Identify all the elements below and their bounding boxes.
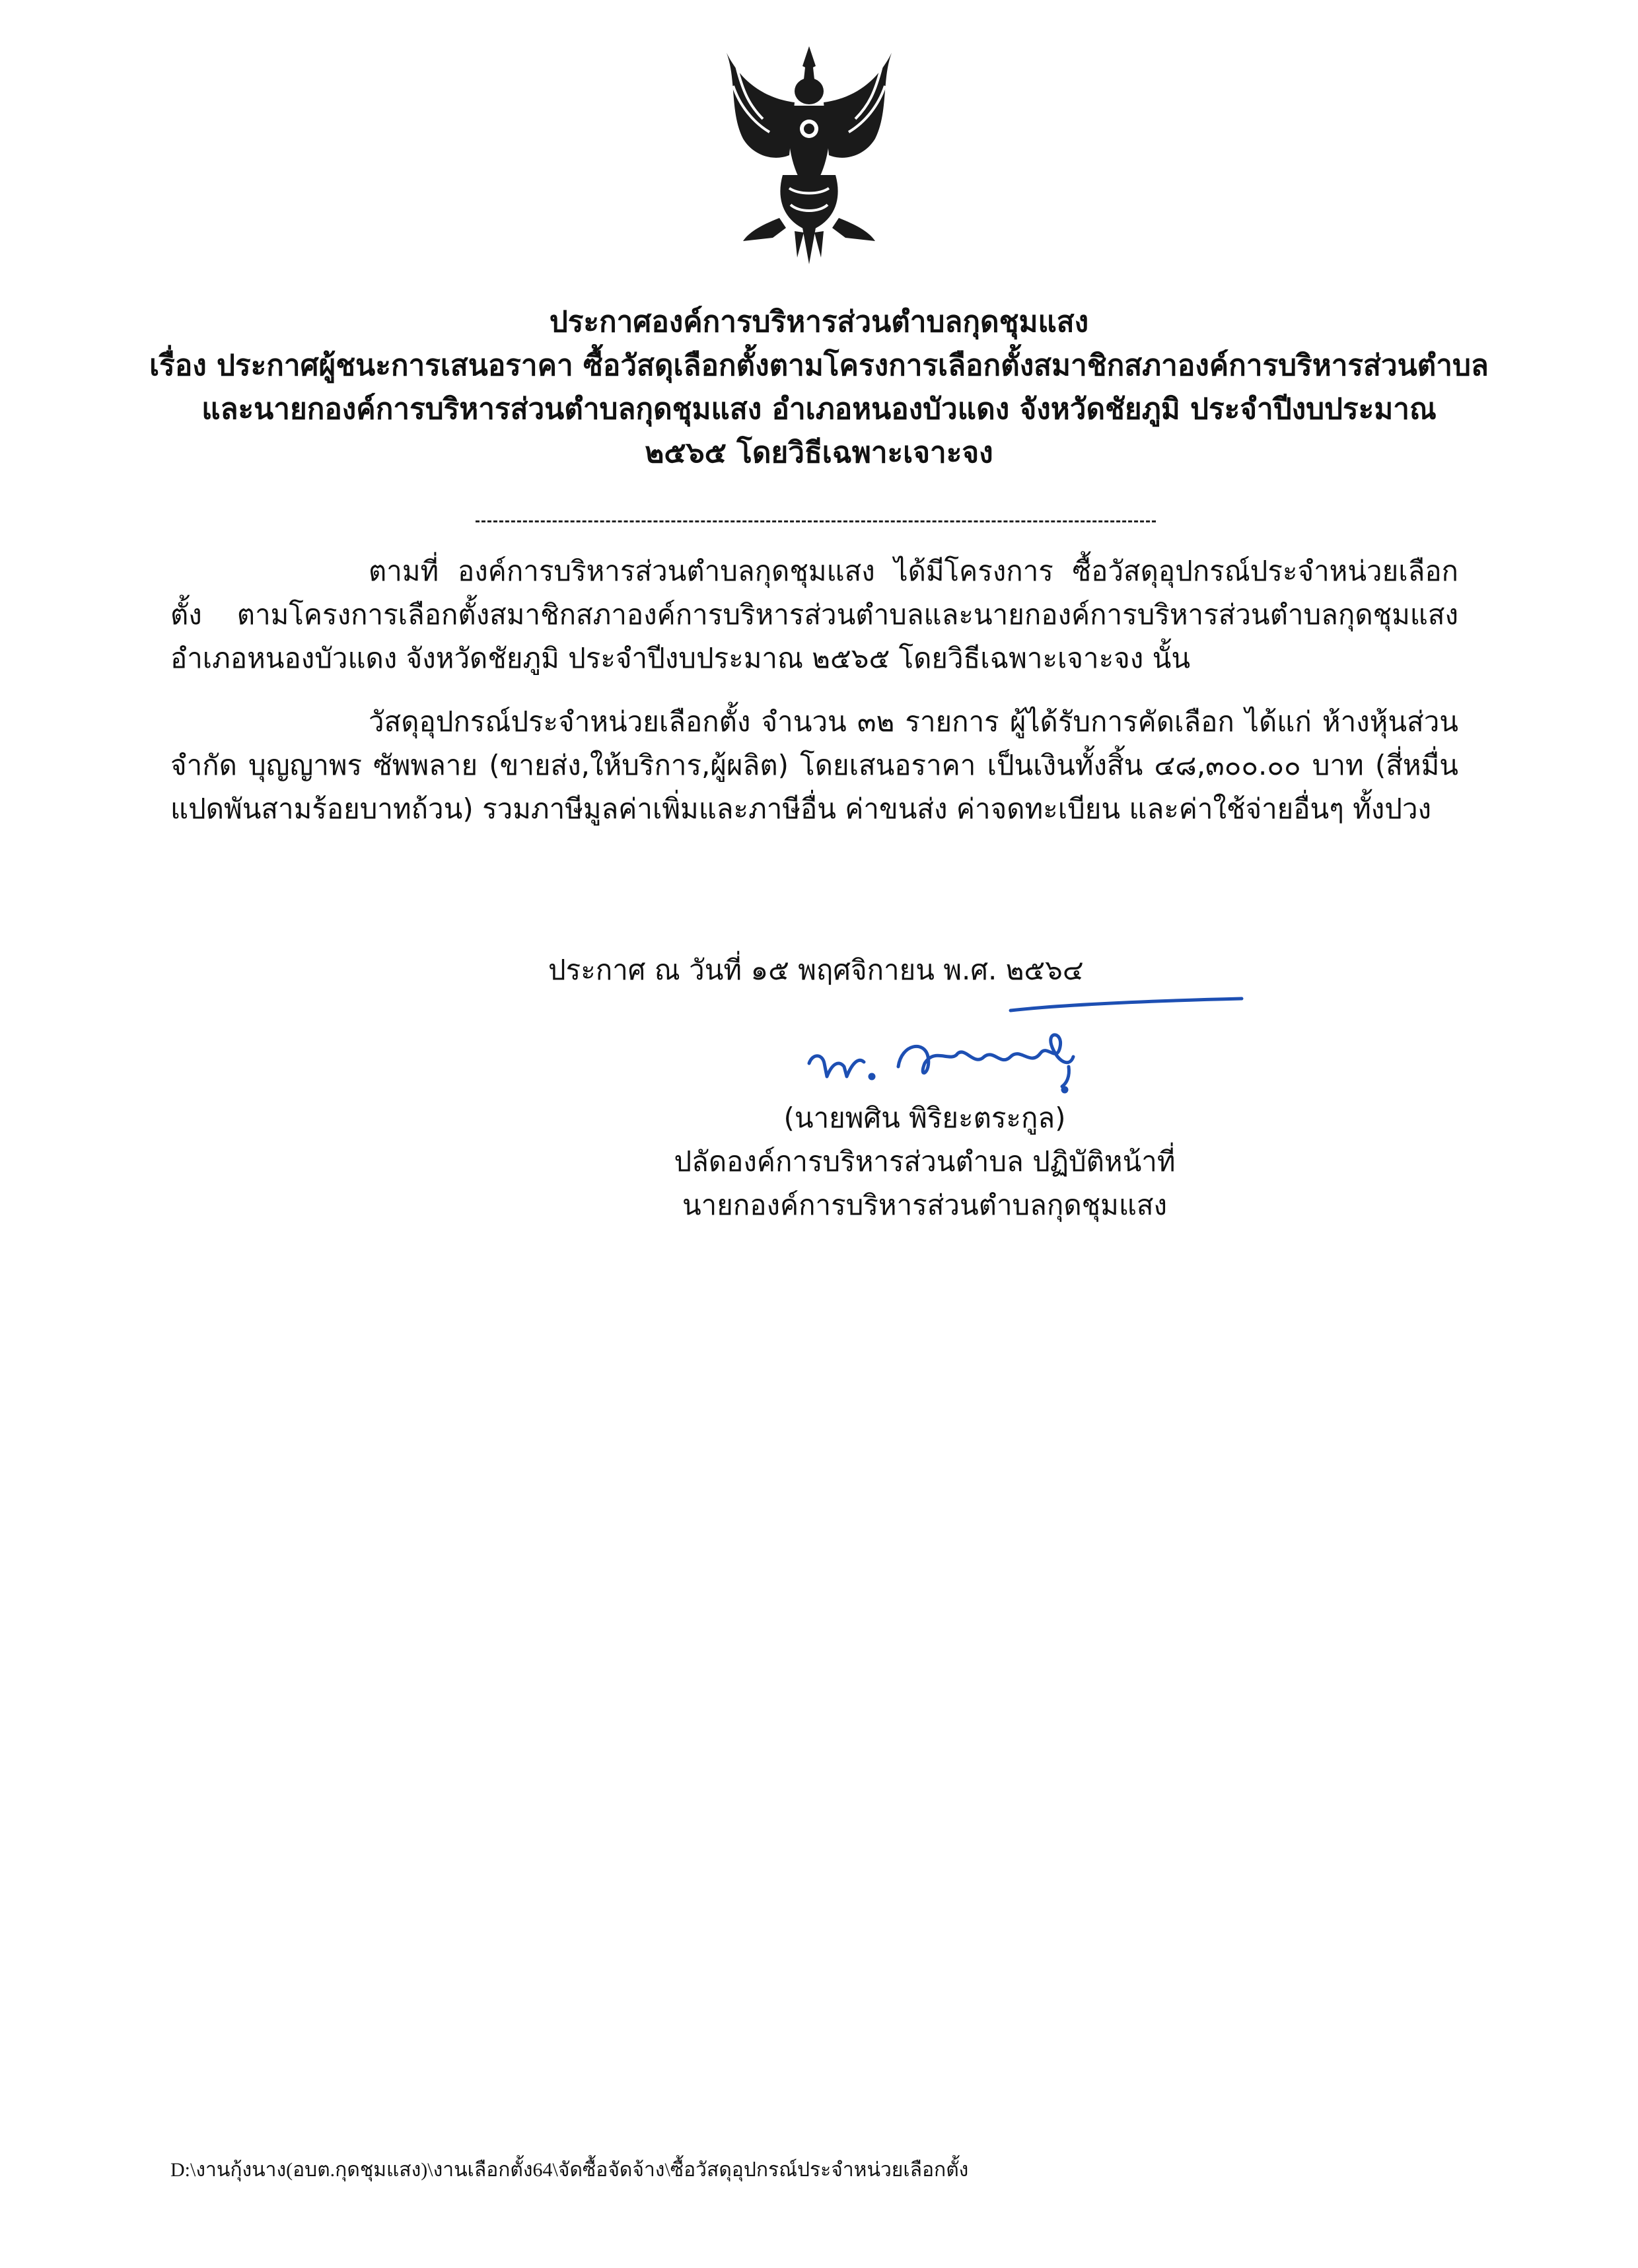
- signer-name: (นายพศิน พิริยะตระกูล): [783, 1102, 1066, 1134]
- paragraph-1-text: ตามที่ องค์การบริหารส่วนตำบลกุดชุมแสง ได้มีโครงการ ซื้อวัสดุอุปกรณ์ประจำหน่วยเลือกตั้ง ตามโครงการเลือกตั้งสมาชิกสภาองค์การบริหารส่วนตำบลและนายกองค์การบริหารส่วนตำบลกุดชุมแสง อำเภอหนองบัวแดง จังหวัดชัยภูมิ ประจำปีงบประมาณ ๒๕๖๕ โดยวิธีเฉพาะเจาะจง นั้น: [170, 555, 1458, 674]
- signer-position-line-2: นายกองค์การบริหารส่วนตำบลกุดชุมแสง: [682, 1189, 1168, 1221]
- paragraph-2-text: วัสดุอุปกรณ์ประจำหน่วยเลือกตั้ง จำนวน ๓๒ รายการ ผู้ได้รับการคัดเลือก ได้แก่ ห้างหุ้นส่วนจำกัด บุญญาพร ซัพพลาย (ขายส่ง,ให้บริการ,ผู้ผลิต) โดยเสนอราคา เป็นเงินทั้งสิ้น ๔๘,๓๐๐.๐๐ บาท (สี่หมื่นแปดพันสามร้อยบาทถ้วน) รวมภาษีมูลค่าเพิ่มและภาษีอื่น ค่าขนส่ง ค่าจดทะเบียน และค่าใช้จ่ายอื่นๆ ทั้งปวง: [170, 705, 1458, 825]
- body-paragraph-2: [170, 700, 1458, 831]
- subject-line-1: เรื่อง ประกาศผู้ชนะการเสนอราคา ซื้อวัสดุเลือกตั้งตามโครงการเลือกตั้งสมาชิกสภาองค์การบริหารส่วนตำบล: [149, 349, 1489, 382]
- section-divider: [476, 520, 1156, 522]
- subject-line-2: และนายกองค์การบริหารส่วนตำบลกุดชุมแสง อำเภอหนองบัวแดง จังหวัดชัยภูมิ ประจำปีงบประมาณ: [201, 392, 1437, 426]
- org-announcement-title: ประกาศองค์การบริหารส่วนตำบลกุดชุมแสง: [549, 305, 1089, 339]
- signer-position-line-1: ปลัดองค์การบริหารส่วนตำบล ปฏิบัติหน้าที่: [674, 1145, 1176, 1178]
- signer-block: [627, 1096, 1222, 1227]
- footer-file-path: D:\งานกุ้งนาง(อบต.กุดชุมแสง)\งานเลือกตั้ง64\จัดซื้อจัดจ้าง\ซื้อวัสดุอุปกรณ์ประจำหน่วยเลือกตั้ง: [170, 2159, 969, 2181]
- subject-line-3: ๒๕๖๕ โดยวิธีเฉพาะเจาะจง: [645, 436, 993, 470]
- garuda-emblem-icon: [717, 40, 902, 271]
- announcement-date: ประกาศ ณ วันที่ ๑๕ พฤศจิกายน พ.ศ. ๒๕๖๔: [548, 954, 1084, 986]
- body-paragraph-1: [170, 549, 1458, 680]
- handwritten-signature: [793, 991, 1255, 1103]
- announcement-title-block: [132, 301, 1506, 475]
